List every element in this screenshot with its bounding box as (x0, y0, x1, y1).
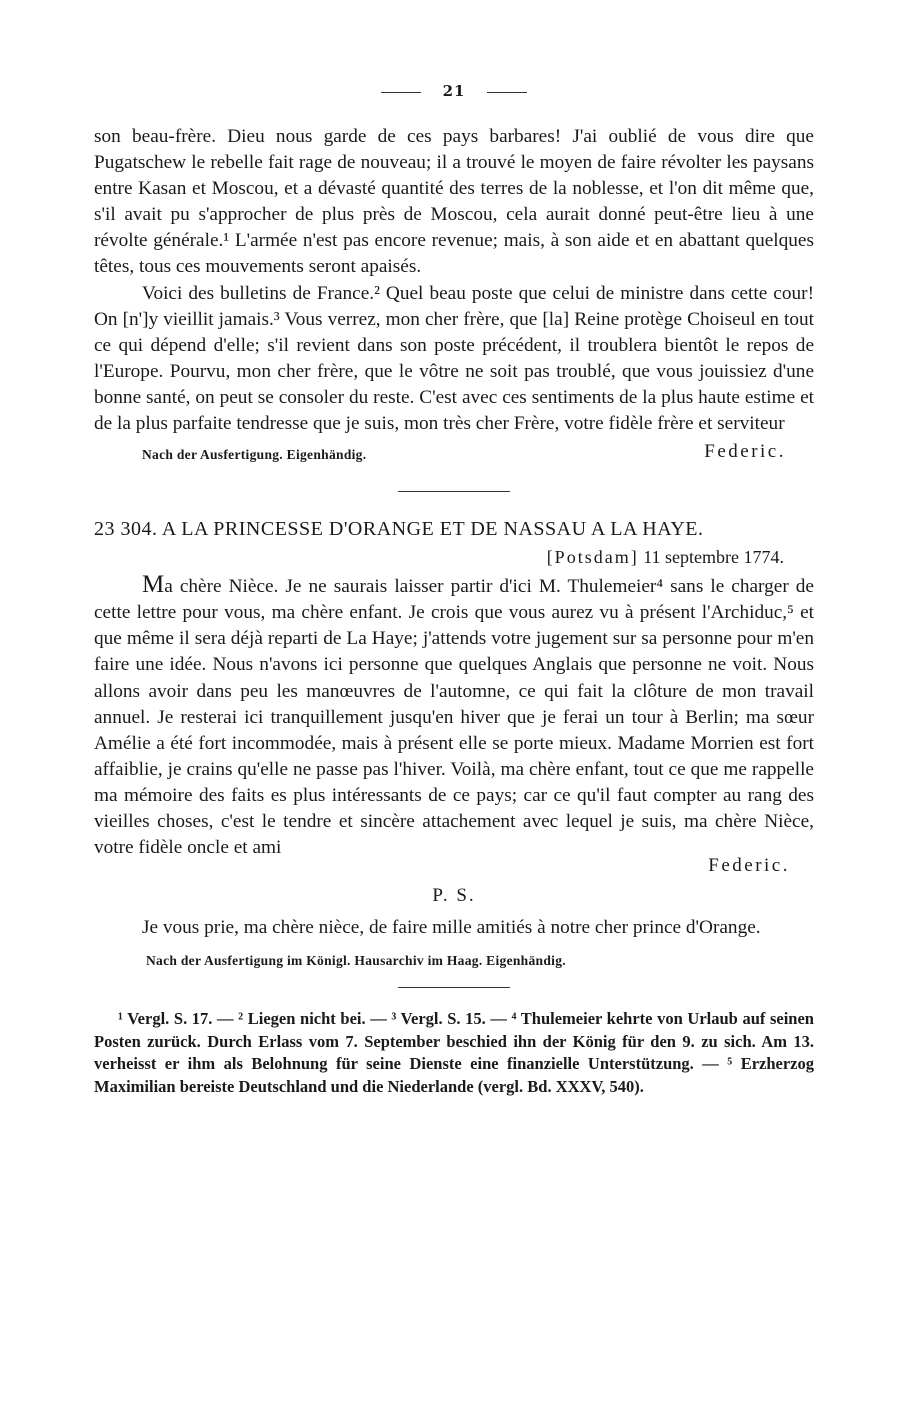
paragraph: son beau-frère. Dieu nous garde de ces pays barbares! J'ai oublié de vous dire que Pugatschew le rebelle fait rage de nouveau; il a trouvé le moyen de faire révolter les paysans entre Kasan et Moscou, et a dévasté quantité des terres de la noblesse, et l'on dit même que, s'il avait pu s'approcher de plus près de Moscou, cela aurait donné peut-être lieu à une révolte générale.¹ L'armée n'est pas encore revenue; mais, à son aide et en abattant quelques têtes, tous ces mouvements seront apaisés. (94, 126, 814, 278)
initial-letter: M (142, 571, 165, 599)
paragraph: Voici des bulletins de France.² Quel beau poste que celui de ministre dans cette cour! On [n']y vieillit jamais.³ Vous verrez, mon cher frère, que [la] Reine protège Choiseul en tout ce qui dépend d'elle; s'il revient dans son poste précédent, il troublera bientôt le repos de l'Europe. Pourvu, mon cher frère, que le vôtre ne soit pas troublé, que vous jouissiez d'une bonne santé, on peut se consoler du reste. C'est avec ces sentiments de la plus haute estime et de la plus parfaite tendresse que je suis, mon très cher Frère, votre fidèle frère et serviteur (94, 282, 814, 435)
paragraph: Je vous prie, ma chère nièce, de faire mille amitiés à notre cher prince d'Orange. (142, 917, 761, 939)
letter-continuation (94, 124, 814, 437)
dateline (94, 547, 814, 568)
recipient-heading: A LA PRINCESSE D'ORANGE ET DE NASSAU A LA HAYE. (161, 518, 704, 541)
letter-title (94, 518, 814, 541)
source-note: Nach der Ausfertigung. Eigenhändig. (142, 447, 367, 463)
running-header (94, 82, 814, 118)
body-text: a chère Nièce. Je ne saurais laisser partir d'ici M. Thulemeier⁴ sans le charger de cette lettre pour vous, ma chère enfant. Je crois que vous aurez vu à présent l'Archiduc,⁵ et que même il sera déjà reparti de La Haye; j'attends votre jugement sur sa personne pour m'en faire une idée. Nous n'avons ici personne que quelques Anglais que personne ne voit. Nous allons avoir dans peu les manœuvres de l'automne, ce qui fait la clôture de mon travail annuel. Je resterai ici tranquillement jusqu'en hiver que je ferai un tour à Berlin; ma sœur Amélie a été fort incommodée, mais à présent elle se porte mieux. Madame Morrien est fort affaiblie, je crains qu'elle ne passe pas l'hiver. Voilà, ma chère enfant, tout ce que me rappelle ma mémoire des faits es plus intéressants de ce pays; car ce qu'il faut compter au rang des vieilles choses, c'est le tendre et sincère attachement avec lequel je suis, ma chère Nièce, votre fidèle oncle et ami (94, 576, 814, 859)
ps-heading: P. S. (432, 885, 476, 907)
book-page (94, 82, 814, 1098)
date-place: [Potsdam] (546, 547, 639, 568)
header-rule-left (381, 92, 421, 93)
signature-block (94, 855, 814, 881)
signature: Federic. (704, 441, 786, 463)
paragraph (94, 572, 814, 861)
footnote-divider (398, 987, 510, 988)
page-number: 21 (442, 82, 466, 100)
signature: Federic. (708, 855, 790, 877)
letter-closing (94, 439, 814, 469)
footnote-text: ¹ Vergl. S. 17. — ² Liegen nicht bei. — ³ Vergl. S. 15. — ⁴ Thulemeier kehrte von Urlaub auf seinen Posten zurück. Durch Erlass vom 7. September beschied ihn der König für den 9. zu sich. Am 13. verheisst er ihm als Belohnung für seine Dienste eine finanzielle Unterstützung. — ⁵ Erzherzog Maximilian bereiste Deutschland und die Niederlande (vergl. Bd. XXXV, 540). (94, 1009, 814, 1096)
footnotes (94, 1008, 814, 1098)
letter-number: 23 304. (94, 518, 158, 541)
postscript (94, 915, 814, 941)
section-divider (398, 491, 510, 492)
source-note: Nach der Ausfertigung im Königl. Hausarchiv im Haag. Eigenhändig. (146, 953, 566, 969)
letter-heading (94, 518, 814, 541)
date: 11 septembre 1774. (643, 547, 784, 568)
header-rule-right (487, 92, 527, 93)
letter-body (94, 572, 814, 861)
